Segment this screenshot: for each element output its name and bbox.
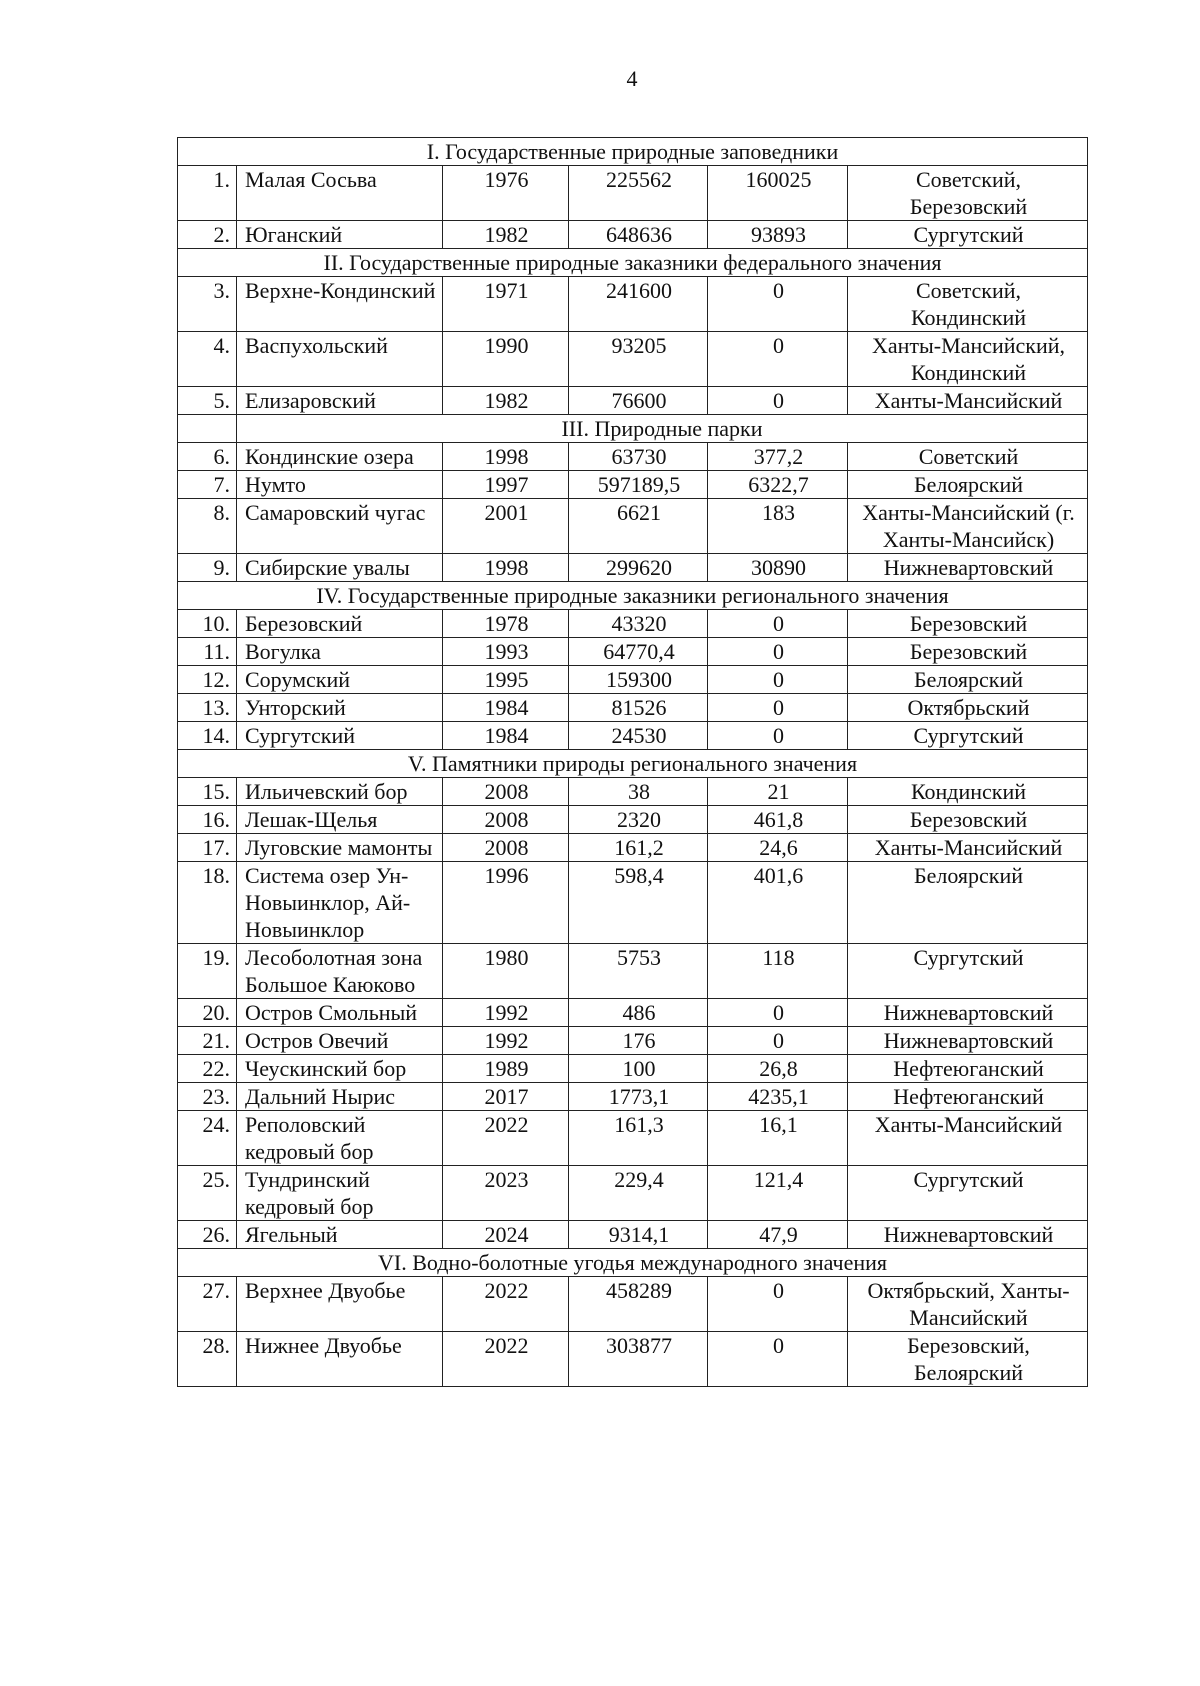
row-number: 1. bbox=[178, 166, 237, 221]
section-title: IV. Государственные природные заказники регионального значения bbox=[178, 582, 1088, 610]
table-row bbox=[178, 1027, 1088, 1055]
section-title: VI. Водно-болотные угодья международного значения bbox=[178, 1249, 1088, 1277]
row-number: 2. bbox=[178, 221, 237, 249]
row-number: 10. bbox=[178, 610, 237, 638]
year-cell: 2008 bbox=[443, 834, 569, 862]
row-number: 21. bbox=[178, 1027, 237, 1055]
district-cell: Сургутский bbox=[848, 722, 1088, 750]
district-cell: Белоярский bbox=[848, 666, 1088, 694]
row-number: 9. bbox=[178, 554, 237, 582]
row-number: 15. bbox=[178, 778, 237, 806]
table-row bbox=[178, 471, 1088, 499]
year-cell: 1992 bbox=[443, 1027, 569, 1055]
year-cell: 1984 bbox=[443, 722, 569, 750]
object-name: Лешак-Щелья bbox=[237, 806, 443, 834]
area-cell: 5753 bbox=[569, 944, 708, 999]
object-name: Березовский bbox=[237, 610, 443, 638]
row-number: 25. bbox=[178, 1166, 237, 1221]
object-name: Остров Овечий bbox=[237, 1027, 443, 1055]
district-cell: Ханты-Мансийский bbox=[848, 387, 1088, 415]
area-cell: 24530 bbox=[569, 722, 708, 750]
protected-zone-area-cell: 121,4 bbox=[708, 1166, 848, 1221]
year-cell: 2022 bbox=[443, 1111, 569, 1166]
protected-zone-area-cell: 183 bbox=[708, 499, 848, 554]
year-cell: 1997 bbox=[443, 471, 569, 499]
object-name: Самаровский чугас bbox=[237, 499, 443, 554]
table-row bbox=[178, 277, 1088, 332]
table-row bbox=[178, 499, 1088, 554]
table-row bbox=[178, 666, 1088, 694]
area-cell: 598,4 bbox=[569, 862, 708, 944]
year-cell: 1982 bbox=[443, 387, 569, 415]
object-name: Остров Смольный bbox=[237, 999, 443, 1027]
year-cell: 1980 bbox=[443, 944, 569, 999]
object-name: Малая Сосьва bbox=[237, 166, 443, 221]
row-number: 24. bbox=[178, 1111, 237, 1166]
area-cell: 161,2 bbox=[569, 834, 708, 862]
year-cell: 2017 bbox=[443, 1083, 569, 1111]
object-name: Ягельный bbox=[237, 1221, 443, 1249]
district-cell: Сургутский bbox=[848, 221, 1088, 249]
table-row bbox=[178, 722, 1088, 750]
object-name: Кондинские озера bbox=[237, 443, 443, 471]
year-cell: 2022 bbox=[443, 1332, 569, 1387]
district-cell: Кондинский bbox=[848, 778, 1088, 806]
row-number: 6. bbox=[178, 443, 237, 471]
row-number: 8. bbox=[178, 499, 237, 554]
protected-zone-area-cell: 377,2 bbox=[708, 443, 848, 471]
year-cell: 2022 bbox=[443, 1277, 569, 1332]
area-cell: 6621 bbox=[569, 499, 708, 554]
area-cell: 176 bbox=[569, 1027, 708, 1055]
year-cell: 1984 bbox=[443, 694, 569, 722]
protected-zone-area-cell: 0 bbox=[708, 610, 848, 638]
protected-areas-table bbox=[177, 137, 1088, 1387]
year-cell: 2024 bbox=[443, 1221, 569, 1249]
object-name: Вогулка bbox=[237, 638, 443, 666]
district-cell: Советский, Березовский bbox=[848, 166, 1088, 221]
district-cell: Ханты-Мансийский bbox=[848, 834, 1088, 862]
protected-zone-area-cell: 0 bbox=[708, 1332, 848, 1387]
area-cell: 43320 bbox=[569, 610, 708, 638]
section-title: III. Природные парки bbox=[237, 415, 1088, 443]
object-name: Юганский bbox=[237, 221, 443, 249]
row-number: 27. bbox=[178, 1277, 237, 1332]
area-cell: 2320 bbox=[569, 806, 708, 834]
row-number: 22. bbox=[178, 1055, 237, 1083]
row-number: 17. bbox=[178, 834, 237, 862]
table-row bbox=[178, 1055, 1088, 1083]
area-cell: 76600 bbox=[569, 387, 708, 415]
object-name: Унторский bbox=[237, 694, 443, 722]
table-row bbox=[178, 610, 1088, 638]
protected-zone-area-cell: 401,6 bbox=[708, 862, 848, 944]
object-name: Тундринский кедровый бор bbox=[237, 1166, 443, 1221]
table-row bbox=[178, 862, 1088, 944]
area-cell: 1773,1 bbox=[569, 1083, 708, 1111]
area-cell: 458289 bbox=[569, 1277, 708, 1332]
object-name: Сорумский bbox=[237, 666, 443, 694]
table-row bbox=[178, 166, 1088, 221]
protected-zone-area-cell: 0 bbox=[708, 999, 848, 1027]
year-cell: 1978 bbox=[443, 610, 569, 638]
object-name: Ильичевский бор bbox=[237, 778, 443, 806]
object-name: Чеускинский бор bbox=[237, 1055, 443, 1083]
area-cell: 161,3 bbox=[569, 1111, 708, 1166]
row-number: 20. bbox=[178, 999, 237, 1027]
table-row bbox=[178, 443, 1088, 471]
protected-zone-area-cell: 0 bbox=[708, 387, 848, 415]
area-cell: 597189,5 bbox=[569, 471, 708, 499]
object-name: Система озер Ун-Новыинклор, Ай-Новыинклор bbox=[237, 862, 443, 944]
table-row bbox=[178, 944, 1088, 999]
row-number: 4. bbox=[178, 332, 237, 387]
row-number: 16. bbox=[178, 806, 237, 834]
table-row bbox=[178, 1083, 1088, 1111]
district-cell: Советский, Кондинский bbox=[848, 277, 1088, 332]
object-name: Нижнее Двуобье bbox=[237, 1332, 443, 1387]
area-cell: 299620 bbox=[569, 554, 708, 582]
row-number: 19. bbox=[178, 944, 237, 999]
section-header-row bbox=[178, 138, 1088, 166]
section-header-row bbox=[178, 415, 1088, 443]
protected-zone-area-cell: 47,9 bbox=[708, 1221, 848, 1249]
year-cell: 1971 bbox=[443, 277, 569, 332]
area-cell: 229,4 bbox=[569, 1166, 708, 1221]
year-cell: 2001 bbox=[443, 499, 569, 554]
row-number: 7. bbox=[178, 471, 237, 499]
year-cell: 1976 bbox=[443, 166, 569, 221]
section-title: I. Государственные природные заповедники bbox=[178, 138, 1088, 166]
area-cell: 225562 bbox=[569, 166, 708, 221]
district-cell: Октябрьский, Ханты-Мансийский bbox=[848, 1277, 1088, 1332]
district-cell: Сургутский bbox=[848, 944, 1088, 999]
protected-zone-area-cell: 0 bbox=[708, 694, 848, 722]
section-header-row bbox=[178, 750, 1088, 778]
row-number: 13. bbox=[178, 694, 237, 722]
district-cell: Нефтеюганский bbox=[848, 1083, 1088, 1111]
year-cell: 2008 bbox=[443, 778, 569, 806]
district-cell: Белоярский bbox=[848, 862, 1088, 944]
district-cell: Березовский bbox=[848, 638, 1088, 666]
district-cell: Березовский bbox=[848, 806, 1088, 834]
district-cell: Нижневартовский bbox=[848, 554, 1088, 582]
year-cell: 2023 bbox=[443, 1166, 569, 1221]
section-title: V. Памятники природы регионального значения bbox=[178, 750, 1088, 778]
table-row bbox=[178, 387, 1088, 415]
protected-zone-area-cell: 0 bbox=[708, 722, 848, 750]
district-cell: Нижневартовский bbox=[848, 1027, 1088, 1055]
protected-zone-area-cell: 16,1 bbox=[708, 1111, 848, 1166]
table-row bbox=[178, 834, 1088, 862]
row-number: 23. bbox=[178, 1083, 237, 1111]
district-cell: Нефтеюганский bbox=[848, 1055, 1088, 1083]
area-cell: 241600 bbox=[569, 277, 708, 332]
object-name: Реполовский кедровый бор bbox=[237, 1111, 443, 1166]
table-row bbox=[178, 806, 1088, 834]
table-row bbox=[178, 1166, 1088, 1221]
table-row bbox=[178, 694, 1088, 722]
row-number: 14. bbox=[178, 722, 237, 750]
year-cell: 1993 bbox=[443, 638, 569, 666]
area-cell: 303877 bbox=[569, 1332, 708, 1387]
protected-zone-area-cell: 0 bbox=[708, 1277, 848, 1332]
row-number: 28. bbox=[178, 1332, 237, 1387]
district-cell: Советский bbox=[848, 443, 1088, 471]
object-name: Дальний Нырис bbox=[237, 1083, 443, 1111]
protected-zone-area-cell: 0 bbox=[708, 666, 848, 694]
area-cell: 81526 bbox=[569, 694, 708, 722]
row-number: 26. bbox=[178, 1221, 237, 1249]
section-header-row bbox=[178, 582, 1088, 610]
district-cell: Нижневартовский bbox=[848, 999, 1088, 1027]
area-cell: 648636 bbox=[569, 221, 708, 249]
area-cell: 38 bbox=[569, 778, 708, 806]
protected-zone-area-cell: 6322,7 bbox=[708, 471, 848, 499]
protected-zone-area-cell: 4235,1 bbox=[708, 1083, 848, 1111]
object-name: Сибирские увалы bbox=[237, 554, 443, 582]
protected-zone-area-cell: 21 bbox=[708, 778, 848, 806]
section-header-row bbox=[178, 249, 1088, 277]
table-row bbox=[178, 638, 1088, 666]
table-row bbox=[178, 1332, 1088, 1387]
protected-zone-area-cell: 0 bbox=[708, 638, 848, 666]
object-name: Сургутский bbox=[237, 722, 443, 750]
area-cell: 93205 bbox=[569, 332, 708, 387]
protected-zone-area-cell: 93893 bbox=[708, 221, 848, 249]
page-number: 4 bbox=[626, 66, 638, 91]
protected-zone-area-cell: 160025 bbox=[708, 166, 848, 221]
district-cell: Октябрьский bbox=[848, 694, 1088, 722]
protected-zone-area-cell: 0 bbox=[708, 1027, 848, 1055]
object-name: Луговские мамонты bbox=[237, 834, 443, 862]
district-cell: Березовский, Белоярский bbox=[848, 1332, 1088, 1387]
protected-zone-area-cell: 0 bbox=[708, 277, 848, 332]
year-cell: 1982 bbox=[443, 221, 569, 249]
year-cell: 1998 bbox=[443, 443, 569, 471]
area-cell: 64770,4 bbox=[569, 638, 708, 666]
row-number: 11. bbox=[178, 638, 237, 666]
table-body bbox=[178, 138, 1088, 1387]
district-cell: Ханты-Мансийский bbox=[848, 1111, 1088, 1166]
row-number: 12. bbox=[178, 666, 237, 694]
district-cell: Сургутский bbox=[848, 1166, 1088, 1221]
district-cell: Ханты-Мансийский, Кондинский bbox=[848, 332, 1088, 387]
year-cell: 2008 bbox=[443, 806, 569, 834]
protected-zone-area-cell: 118 bbox=[708, 944, 848, 999]
district-cell: Белоярский bbox=[848, 471, 1088, 499]
district-cell: Нижневартовский bbox=[848, 1221, 1088, 1249]
year-cell: 1989 bbox=[443, 1055, 569, 1083]
section-title-spacer bbox=[178, 415, 237, 443]
table-row bbox=[178, 1221, 1088, 1249]
protected-zone-area-cell: 24,6 bbox=[708, 834, 848, 862]
area-cell: 486 bbox=[569, 999, 708, 1027]
row-number: 5. bbox=[178, 387, 237, 415]
table-row bbox=[178, 778, 1088, 806]
year-cell: 1996 bbox=[443, 862, 569, 944]
table-row bbox=[178, 999, 1088, 1027]
table-row bbox=[178, 221, 1088, 249]
section-title: II. Государственные природные заказники федерального значения bbox=[178, 249, 1088, 277]
area-cell: 63730 bbox=[569, 443, 708, 471]
row-number: 3. bbox=[178, 277, 237, 332]
object-name: Лесоболотная зона Большое Каюково bbox=[237, 944, 443, 999]
year-cell: 1992 bbox=[443, 999, 569, 1027]
area-cell: 159300 bbox=[569, 666, 708, 694]
object-name: Елизаровский bbox=[237, 387, 443, 415]
object-name: Верхнее Двуобье bbox=[237, 1277, 443, 1332]
district-cell: Ханты-Мансийский (г. Ханты-Мансийск) bbox=[848, 499, 1088, 554]
year-cell: 1998 bbox=[443, 554, 569, 582]
district-cell: Березовский bbox=[848, 610, 1088, 638]
table-row bbox=[178, 1277, 1088, 1332]
section-header-row bbox=[178, 1249, 1088, 1277]
year-cell: 1990 bbox=[443, 332, 569, 387]
row-number: 18. bbox=[178, 862, 237, 944]
table-row bbox=[178, 332, 1088, 387]
area-cell: 100 bbox=[569, 1055, 708, 1083]
protected-zone-area-cell: 26,8 bbox=[708, 1055, 848, 1083]
table-row bbox=[178, 554, 1088, 582]
object-name: Верхне-Кондинский bbox=[237, 277, 443, 332]
year-cell: 1995 bbox=[443, 666, 569, 694]
object-name: Васпухольский bbox=[237, 332, 443, 387]
object-name: Нумто bbox=[237, 471, 443, 499]
protected-zone-area-cell: 30890 bbox=[708, 554, 848, 582]
protected-zone-area-cell: 0 bbox=[708, 332, 848, 387]
protected-zone-area-cell: 461,8 bbox=[708, 806, 848, 834]
area-cell: 9314,1 bbox=[569, 1221, 708, 1249]
table-row bbox=[178, 1111, 1088, 1166]
